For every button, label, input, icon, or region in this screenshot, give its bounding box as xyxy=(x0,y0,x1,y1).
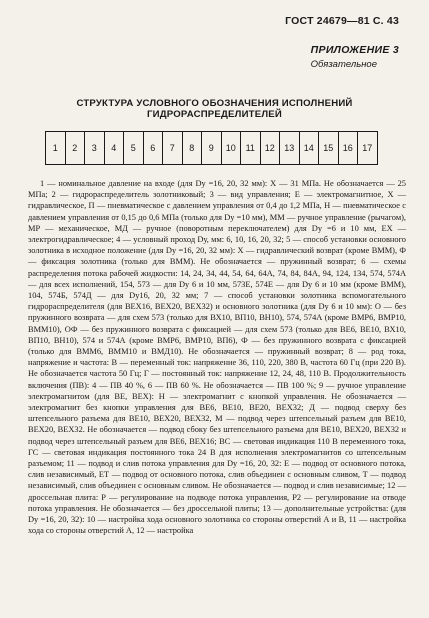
scheme-cell: 13 xyxy=(280,132,300,165)
scheme-cell: 10 xyxy=(221,132,241,165)
scheme-cell: 12 xyxy=(260,132,280,165)
appendix-label: ПРИЛОЖЕНИЕ 3 xyxy=(310,44,399,56)
scheme-cell: 5 xyxy=(124,132,144,165)
appendix-block xyxy=(311,44,399,70)
title-line-2: ГИДРОРАСПРЕДЕЛИТЕЛЕЙ xyxy=(147,109,282,120)
body-paragraph: 1 — номинальное давление на входе (для Dу =16, 20, 32 мм): X — 31 МПа. Не обозначается — 25 МПа; 2 — гидрораспределитель золотниковый; 3 — вид управления; Е — электромагнитное, Х — гидравлическое, П — пневматическое с давлением управления от 0,4 до 1,2 МПа, Н — пневматическое с давлением управления от 0,15 до 0,6 МПа (только для Dу =10 мм), ММ — ручное управление (рычагом), МР — механическое, МД — ручное (поворотным переключателем) для Dу =6 и 10 мм, ЕХ — электрогидравлическое; 4 — условный проход Dу, мм: 6, 10, 16, 20, 32; 5 — способ установки основного золотника в исходное положение (для Dу =16, 20, 32 мм): X — гидравлический возврат (кроме ВММ), Ф — фиксация золотника (только для ВММ). Не обозначается — пружинный возврат; 6 — схемы распределения потока рабочей жидкости: 14, 24, 34, 44, 54, 64, 64А, 74, 84, 84А, 94, 124, 134, 574, 574А — для всех исполнений, 154, 573 — для Dу 6 и 10 мм, 573Е, 574Е — для Dу 6 и 10 мм (кроме ВММ), 104, 574Б, 574Д — для Dу16, 20, 32 мм; 7 — способ установки золотника вспомогательного гидрораспределителя (для ВЕХ16, ВЕХ20, ВЕХ32) и основного золотника (для Dу 6 и 10 мм): О — без пружинного возврата — для схем 573 (только для ВХ10, ВП10, ВН10), 574, 574А (кроме ВМР6, ВМР10, ВММ10), ОФ — без пружинного возврата с фиксацией — для схем 573 (только для ВЕ6, ВЕ10, ВХ10, ВП10, ВН10), 574 и 574А (кроме ВМР6, ВМР10, ВП6), Ф — без пружинного возврата с фиксацией (только для ВММ6, ВММ10 и ВМД10). Не обозначается — пружинный возврат; 8 — род тока, напряжение и частота: В — переменный ток: напряжение 36, 110, 220, 380 В, частота 60 Гц (при 220 В). Не обозначается частота 50 Гц; Г — постоянный ток: напряжение 12, 24, 48, 110 В. Продолжительность включения (ПВ): 4 — ПВ 40 %, 6 — ПВ 60 %. Не обозначается — ПВ 100 %; 9 — ручное управление электромагнитом (для ВЕ, ВЕХ): Н — электромагнит с кнопкой управления. Не обозначается — электромагнит без кнопки управления для ВЕ6, ВЕ10, ВЕ20, ВЕХ32; Д — подвод сверху без штепсельного разъема для ВЕ10, ВЕХ20, ВЕХ32, М — подвод через штепсельный разъем для ВЕ10, ВЕХ20, ВЕХ32. Не обозначается — подвод сбоку без штепсельного разъема для ВЕ10, ВЕХ20, ВЕХ32 и подвод через штепсельный разъем для ВЕ6, ВЕХ16; ВС — световая индикация 110 В переменного тока, ГС — световая индикация постоянного тока 24 В для исполнения электромагнитов со штепсельным разъемом; 11 — подвод и слив потока управления для Dу =16, 20, 32: Е — подвод от основного потока, слив независимый, ЕТ — подвод от основного потока, слив объединен с основным сливом, Т — подвод независимый, слив объединен с основным сливом. Не обозначается — подвод и слив независимые; 12 — дроссельная плита: Р — регулирование на подводе потока управления, Р2 — регулирование на отводе потока управления. Не обозначается — без дроссельной плиты; 13 — дополнительные устройства: (для Dу =16, 20, 32): 10 — настройка хода основного золотника со стороны отверстий А и В, 11 — настройка хода со стороны отверстий А, 12 — настройка xyxy=(28,179,406,536)
scheme-cell: 9 xyxy=(202,132,222,165)
document-title xyxy=(0,98,429,120)
designation-scheme-table xyxy=(45,131,378,165)
scheme-row xyxy=(46,132,378,165)
scheme-cell: 17 xyxy=(358,132,378,165)
body-text xyxy=(28,178,406,537)
scheme-cell: 1 xyxy=(46,132,66,165)
scheme-cell: 14 xyxy=(299,132,319,165)
scheme-cell: 4 xyxy=(104,132,124,165)
scheme-cell: 8 xyxy=(182,132,202,165)
scheme-cell: 3 xyxy=(85,132,105,165)
scheme-cell: 6 xyxy=(143,132,163,165)
page-header: ГОСТ 24679—81 С. 43 xyxy=(285,15,399,27)
scheme-cell: 11 xyxy=(241,132,261,165)
scheme-cell: 15 xyxy=(319,132,339,165)
scheme-cell: 2 xyxy=(65,132,85,165)
scheme-cell: 7 xyxy=(163,132,183,165)
appendix-note: Обязательное xyxy=(310,59,377,70)
title-line-1: СТРУКТУРА УСЛОВНОГО ОБОЗНАЧЕНИЯ ИСПОЛНЕНИЙ xyxy=(76,98,353,109)
scheme-cell: 16 xyxy=(338,132,358,165)
